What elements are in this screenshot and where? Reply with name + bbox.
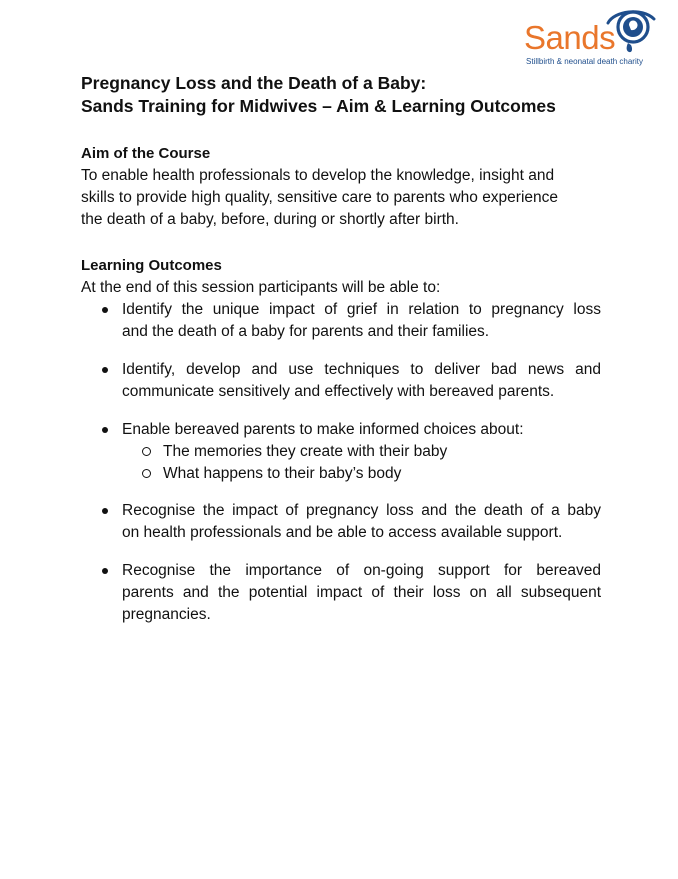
outcome-item [81,419,601,485]
page-title [81,72,621,118]
logo-wordmark: Sands [524,19,616,56]
title-line-2: Sands Training for Midwives – Aim & Learning Outcomes [81,96,556,116]
outcome-line: Enable bereaved parents to make informed choices about: [122,421,524,438]
aim-heading: Aim of the Course [81,145,211,162]
learning-outcomes-heading: Learning Outcomes [81,257,222,274]
aim-line: To enable health professionals to develop the knowledge, insight and [81,167,555,184]
learning-outcomes-intro: At the end of this session participants will be able to: [81,279,441,296]
sub-item [122,463,601,485]
outcomes-list [81,299,601,626]
outcome-line: Identify the unique impact of grief in relation to pregnancy loss [122,301,601,318]
sub-item-text: The memories they create with their baby [163,443,448,460]
sands-logo [524,5,664,69]
outcome-sublist [122,441,601,485]
bullet-icon [102,568,108,574]
logo-tagline: Stillbirth & neonatal death charity [526,57,643,66]
outcome-item [81,299,601,343]
outcome-line: and the death of a baby for parents and their families. [122,323,490,340]
outcome-item [81,560,601,626]
bullet-icon [102,367,108,373]
outcome-line: parents and the potential impact of their loss on all subsequent [122,584,601,601]
bullet-icon [102,427,108,433]
sands-eye-icon [602,5,660,57]
outcome-item [81,500,601,544]
bullet-icon [102,508,108,514]
sub-item [122,441,601,463]
hollow-bullet-icon [142,469,151,478]
aim-paragraph [81,165,601,231]
sub-item-text: What happens to their baby’s body [163,465,402,482]
aim-section [81,143,601,231]
outcome-item [81,359,601,403]
outcome-line: pregnancies. [122,606,211,623]
outcome-line: Identify, develop and use techniques to deliver bad news and [122,361,601,378]
aim-line: skills to provide high quality, sensitive care to parents who experience [81,189,559,206]
outcome-line: Recognise the importance of on-going support for bereaved [122,562,601,579]
title-line-1: Pregnancy Loss and the Death of a Baby: [81,73,427,93]
outcome-line: Recognise the impact of pregnancy loss and the death of a baby [122,502,601,519]
learning-outcomes-section [81,255,601,626]
bullet-icon [102,307,108,313]
hollow-bullet-icon [142,447,151,456]
outcome-line: on health professionals and be able to access available support. [122,524,563,541]
aim-line: the death of a baby, before, during or shortly after birth. [81,211,459,228]
outcome-line: communicate sensitively and effectively with bereaved parents. [122,383,555,400]
